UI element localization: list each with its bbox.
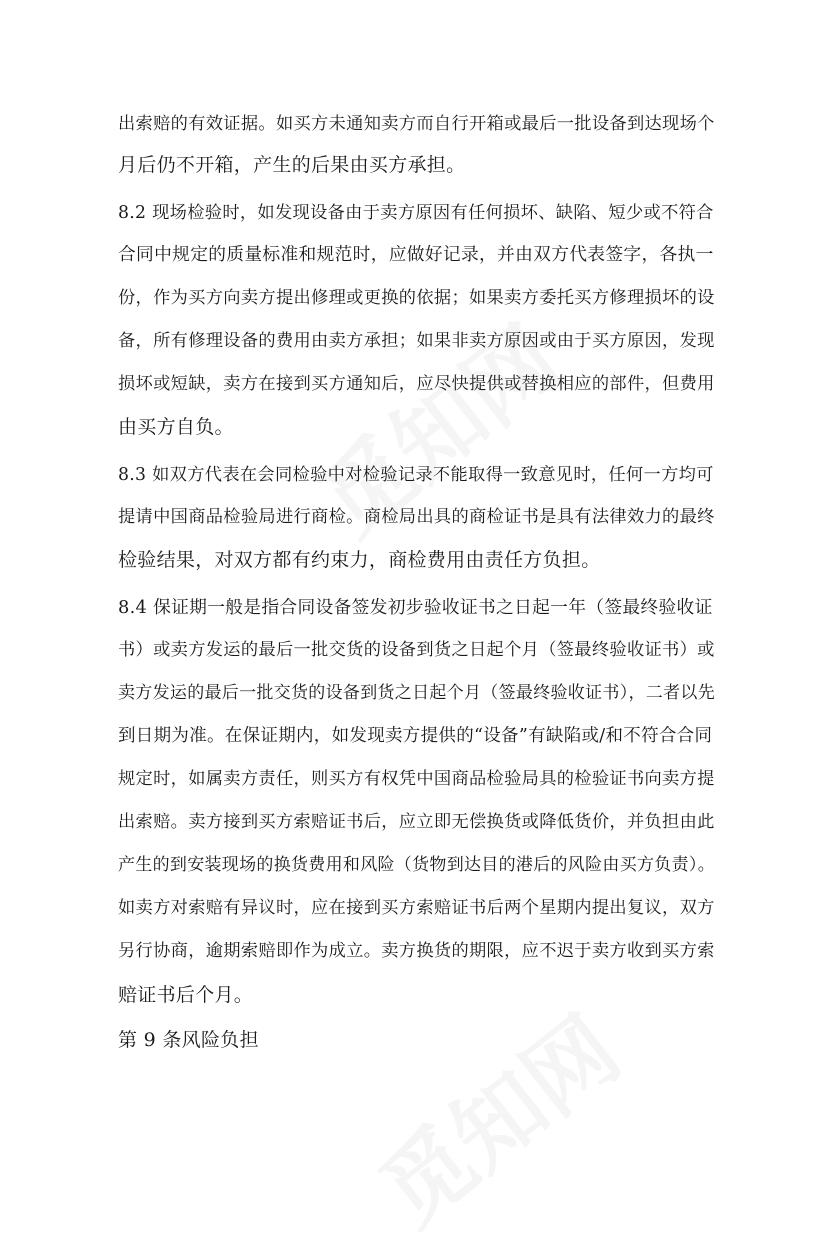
text-line: 产生的到安装现场的换货费用和风险（货物到达目的港后的风险由买方负责）。 (118, 855, 715, 875)
watermark (349, 981, 642, 1249)
text-line: 规定时，如属卖方责任，则买方有权凭中国商品检验局具的检验证书向卖方提 (118, 769, 715, 789)
text-line: 卖方发运的最后一批交货的设备到货之日起个月（签最终验收证书），二者以先 (118, 683, 715, 703)
text-line: 8.2 现场检验时，如发现设备由于卖方原因有任何损坏、缺陷、短少或不符合 (118, 203, 714, 223)
text-line: 合同中规定的质量标准和规范时，应做好记录，并由双方代表签字，各执一 (118, 245, 714, 265)
text-line: 到日期为准。在保证期内，如发现卖方提供的“设备”有缺陷或/和不符合合同 (118, 726, 713, 746)
text-line: 出索赔的有效证据。如买方未通知卖方而自行开箱或最后一批设备到达现场个 (118, 114, 715, 134)
text-line: 书）或卖方发运的最后一批交货的设备到货之日起个月（签最终验收证书）或 (118, 640, 715, 660)
text-line: 损坏或短缺，卖方在接到买方通知后，应尽快提供或替换相应的部件，但费用 (118, 374, 715, 394)
text-line: 备，所有修理设备的费用由卖方承担；如果非卖方原因或由于买方原因，发现 (118, 331, 715, 351)
text-line: 出索赔。卖方接到买方索赔证书后，应立即无偿换货或降低货价，并负担由此 (118, 812, 715, 832)
text-line: 由买方自负。 (118, 416, 234, 438)
text-line: 8.3 如双方代表在会同检验中对检验记录不能取得一致意见时，任何一方均可 (118, 465, 714, 485)
text-line: 另行协商，逾期索赔即作为成立。卖方换货的期限，应不迟于卖方收到买方索 (118, 941, 715, 961)
section-heading: 第 9 条风险负担 (118, 1029, 259, 1051)
text-line: 提请中国商品检验局进行商检。商检局出具的商检证书是具有法律效力的最终 (118, 507, 715, 527)
text-line: 如卖方对索赔有异议时，应在接到买方索赔证书后两个星期内提出复议，双方 (118, 898, 715, 918)
text-line: 份，作为买方向卖方提出修理或更换的依据；如果卖方委托买方修理损坏的设 (118, 288, 715, 308)
text-line: 检验结果，对双方都有约束力，商检费用由责任方负担。 (118, 549, 601, 571)
text-line: 赔证书后个月。 (118, 984, 254, 1006)
text-line: 8.4 保证期一般是指合同设备签发初步验收证书之日起一年（签最终验收证 (118, 598, 713, 618)
text-line: 月后仍不开箱，产生的后果由买方承担。 (118, 154, 466, 176)
